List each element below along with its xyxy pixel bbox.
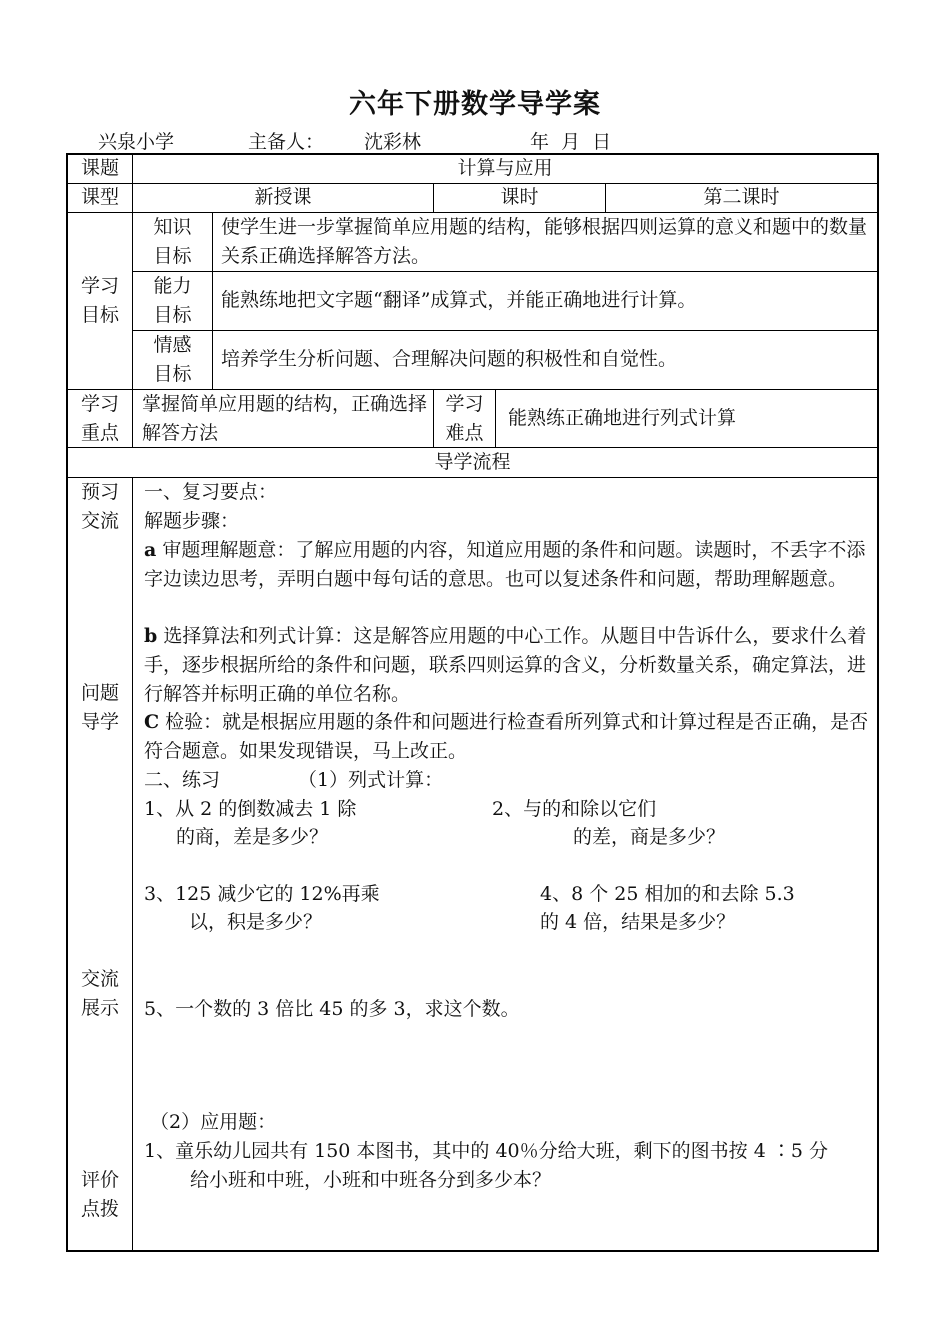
side-label-preview: 预习 交流 xyxy=(80,481,119,532)
type-value: 新授课 xyxy=(254,186,312,208)
step-c-text: 检验：就是根据应用题的条件和问题进行检查看所列算式和计算过程是否正确，是否符合题意。如果发现错误，马上改正。 xyxy=(144,711,869,762)
rule xyxy=(133,330,879,331)
question-2-line-1: 2、与的和除以它们 xyxy=(492,798,657,820)
preparer-name: 沈彩林 xyxy=(364,131,422,153)
table-border-right xyxy=(877,153,879,1252)
step-a xyxy=(144,536,871,594)
school-name: 兴泉小学 xyxy=(98,131,175,153)
step-c xyxy=(144,708,871,766)
goals-label: 学习 目标 xyxy=(80,275,119,326)
application-1-line-1: 1、童乐幼儿园共有 150 本图书，其中的 40％分给大班，剩下的图书按 4 ∶5 分 xyxy=(144,1140,828,1162)
topic-label: 课题 xyxy=(80,157,119,179)
ability-goal-label: 能力 目标 xyxy=(153,275,192,326)
steps-heading: 解题步骤： xyxy=(144,510,240,532)
type-label: 课型 xyxy=(80,186,119,208)
key-point-text: 掌握简单应用题的结构，正确选择解答方法 xyxy=(142,393,428,444)
process-header: 导学流程 xyxy=(434,451,511,473)
ability-goal-text: 能熟练地把文字题“翻译”成算式，并能正确地进行计算。 xyxy=(221,289,697,311)
question-3-line-1: 3、125 减少它的 12%再乘 xyxy=(144,883,380,905)
rule xyxy=(212,212,213,389)
rule xyxy=(495,389,496,447)
application-1-line-2: 给小班和中班，小班和中班各分到多少本？ xyxy=(190,1169,552,1191)
application-heading: （2）应用题： xyxy=(150,1111,277,1133)
emotion-goal-text: 培养学生分析问题、合理解决问题的积极性和自觉性。 xyxy=(221,348,678,370)
step-a-text: 审题理解题意：了解应用题的内容，知道应用题的条件和问题。读题时，不丢字不添字边读边思考，弄明白题中每句话的意思。也可以复述条件和问题，帮助理解题意。 xyxy=(144,539,866,590)
question-1-line-1: 1、从 2 的倒数减去 1 除 xyxy=(144,798,357,820)
question-5: 5、一个数的 3 倍比 45 的多 3，求这个数。 xyxy=(144,998,520,1020)
question-4-line-1: 4、8 个 25 相加的和去除 5.3 xyxy=(540,883,795,905)
practice-heading: 二、练习 xyxy=(144,769,221,791)
difficulty-text: 能熟练正确地进行列式计算 xyxy=(508,407,737,429)
question-1-line-2: 的商，差是多少？ xyxy=(176,826,329,848)
question-2-line-2: 的差，商是多少？ xyxy=(573,826,726,848)
difficulty-label: 学习 难点 xyxy=(445,393,484,444)
side-label-evaluation: 评价 点拨 xyxy=(80,1169,119,1220)
preparer-label: 主备人： xyxy=(248,131,325,153)
emotion-goal-label: 情感 目标 xyxy=(153,334,192,385)
document-title: 六年下册数学导学案 xyxy=(349,89,601,120)
key-point-label: 学习 重点 xyxy=(80,393,119,444)
practice-subheading: （1）列式计算： xyxy=(298,769,444,791)
knowledge-goal-label: 知识 目标 xyxy=(153,216,192,267)
topic-value: 计算与应用 xyxy=(457,157,553,179)
side-label-guide: 问题 导学 xyxy=(80,682,119,733)
question-3-line-2: 以，积是多少？ xyxy=(189,911,323,933)
step-b-text: 选择算法和列式计算：这是解答应用题的中心工作。从题目中告诉什么，要求什么着手，逐步根据所给的条件和问题，联系四则运算的含义，分析数量关系，确定算法，进行解答并标明正确的单位名称。 xyxy=(144,625,867,705)
step-b-letter: b xyxy=(144,625,158,647)
date-field: 年 月 日 xyxy=(530,131,612,153)
table-border-bottom xyxy=(66,1250,879,1252)
review-heading: 一、复习要点： xyxy=(144,481,278,503)
step-b xyxy=(144,622,871,709)
rule xyxy=(132,477,133,1252)
knowledge-goal-text: 使学生进一步掌握简单应用题的结构，能够根据四则运算的意义和题中的数量关系正确选择解答方法。 xyxy=(221,216,868,267)
rule xyxy=(133,271,879,272)
question-4-line-2: 的 4 倍，结果是多少？ xyxy=(540,911,736,933)
step-c-letter: C xyxy=(144,711,160,733)
step-a-letter: a xyxy=(144,539,157,561)
period-value: 第二课时 xyxy=(703,186,780,208)
side-label-display: 交流 展示 xyxy=(80,968,119,1019)
period-label: 课时 xyxy=(500,186,539,208)
